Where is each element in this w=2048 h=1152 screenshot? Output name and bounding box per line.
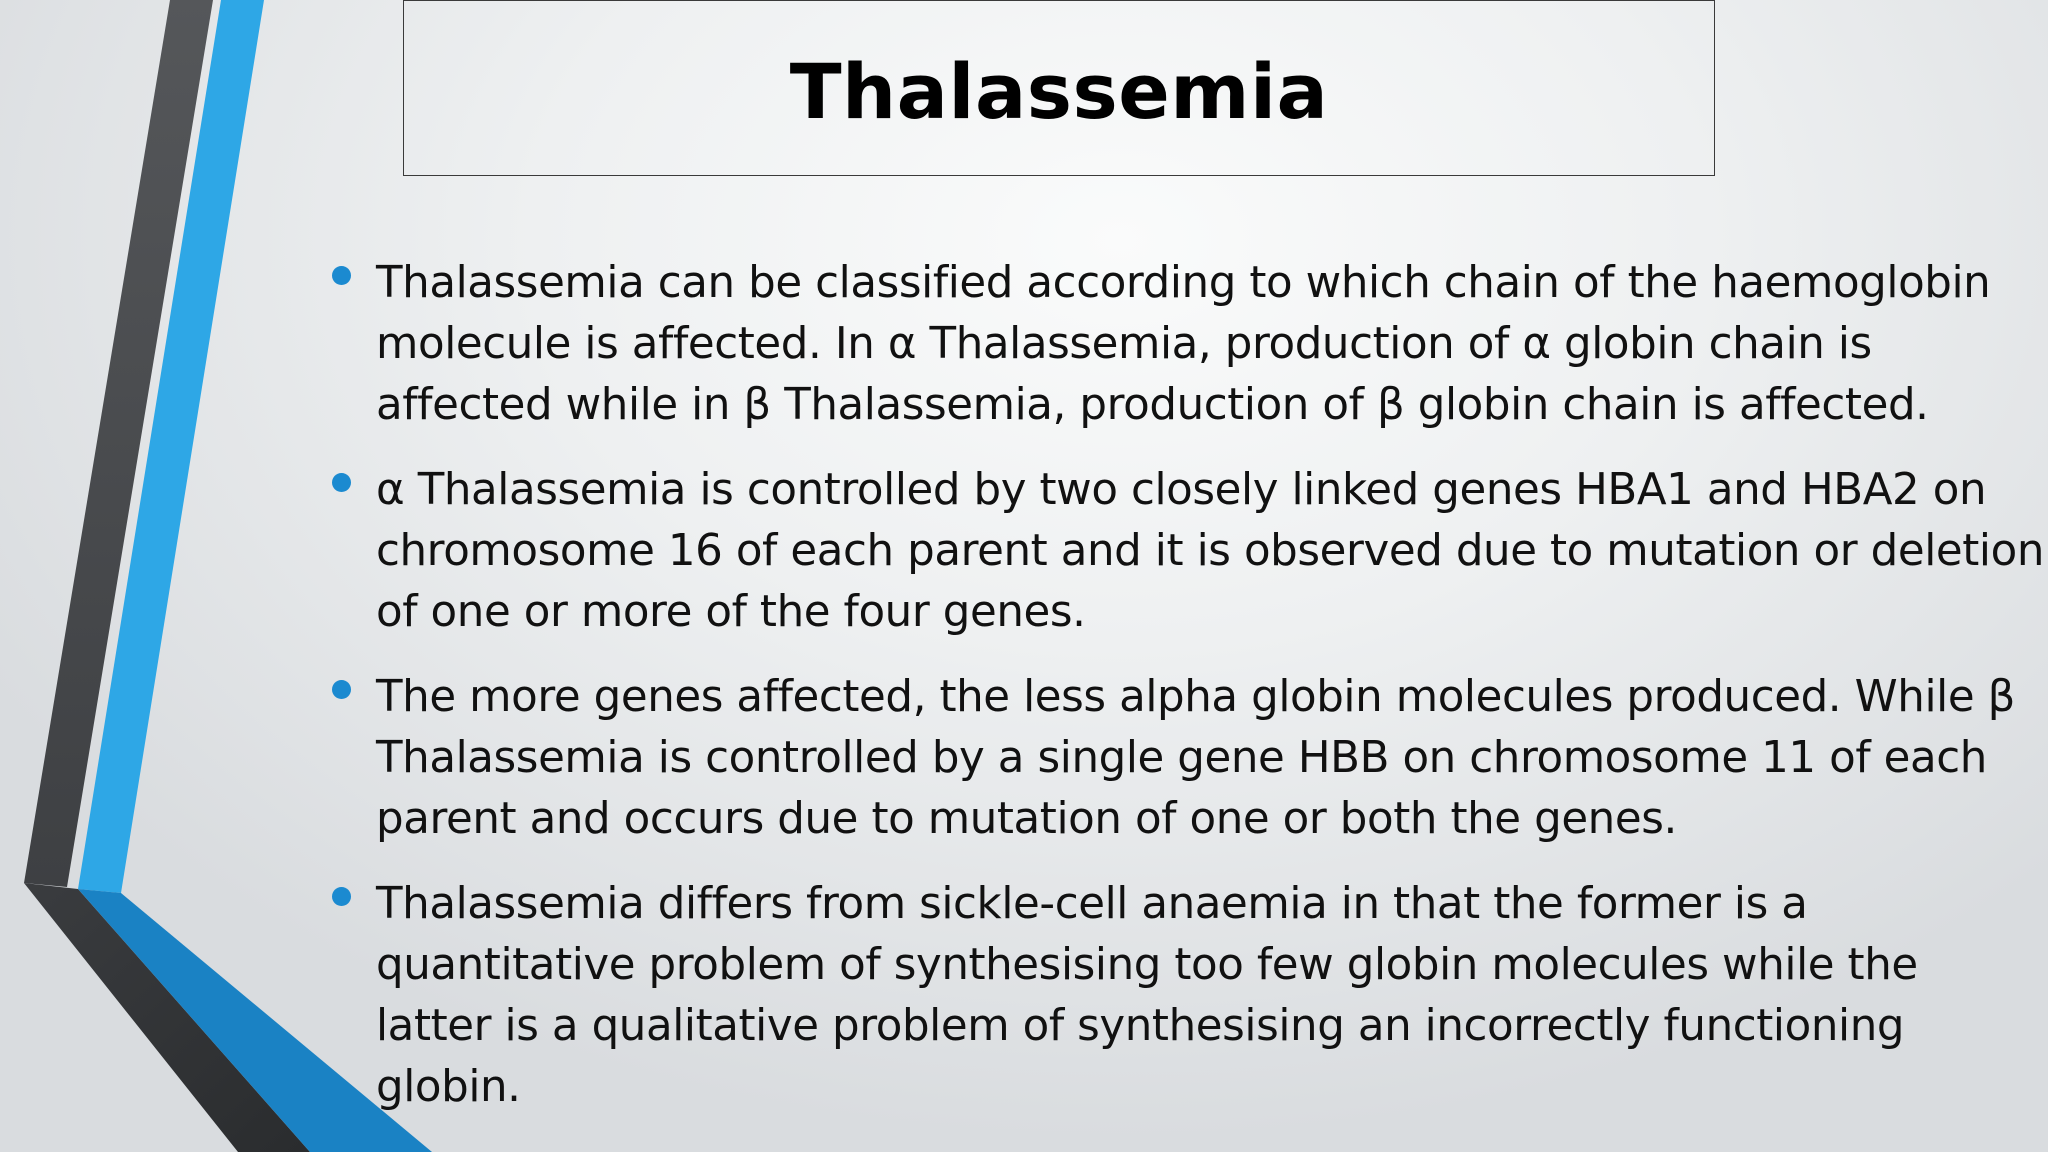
- bullet-text: The more genes affected, the less alpha globin molecules produced. While β Thalassemia is controlled by a single gene HBB on chromosome 11 of each parent and occurs due to mutation of one or both the genes.: [376, 672, 2015, 844]
- bullet-item: [330, 253, 2045, 436]
- bullet-text: Thalassemia differs from sickle-cell anaemia in that the former is a quantitative problem of synthesising too few globin molecules while the latter is a qualitative problem of synthesising an incorrectly functioning globin.: [376, 879, 1918, 1112]
- bullet-text: α Thalassemia is controlled by two closely linked genes HBA1 and HBA2 on chromosome 16 of each parent and it is observed due to mutation or deletion of one or more of the four genes.: [376, 465, 2044, 637]
- bullet-item: [330, 874, 2045, 1118]
- bullet-dot-icon: [332, 266, 351, 285]
- bullet-item: [330, 667, 2045, 850]
- bullet-list: [330, 253, 2045, 1142]
- slide-title: Thalassemia: [789, 46, 1329, 136]
- title-box: [403, 0, 1715, 176]
- bullet-text: Thalassemia can be classified according to which chain of the haemoglobin molecule is affected. In α Thalassemia, production of α globin chain is affected while in β Thalassemia, production of β globin chain is affected.: [376, 258, 1991, 430]
- bullet-item: [330, 460, 2045, 643]
- bullet-dot-icon: [332, 473, 351, 492]
- bullet-dot-icon: [332, 680, 351, 699]
- bullet-dot-icon: [332, 887, 351, 906]
